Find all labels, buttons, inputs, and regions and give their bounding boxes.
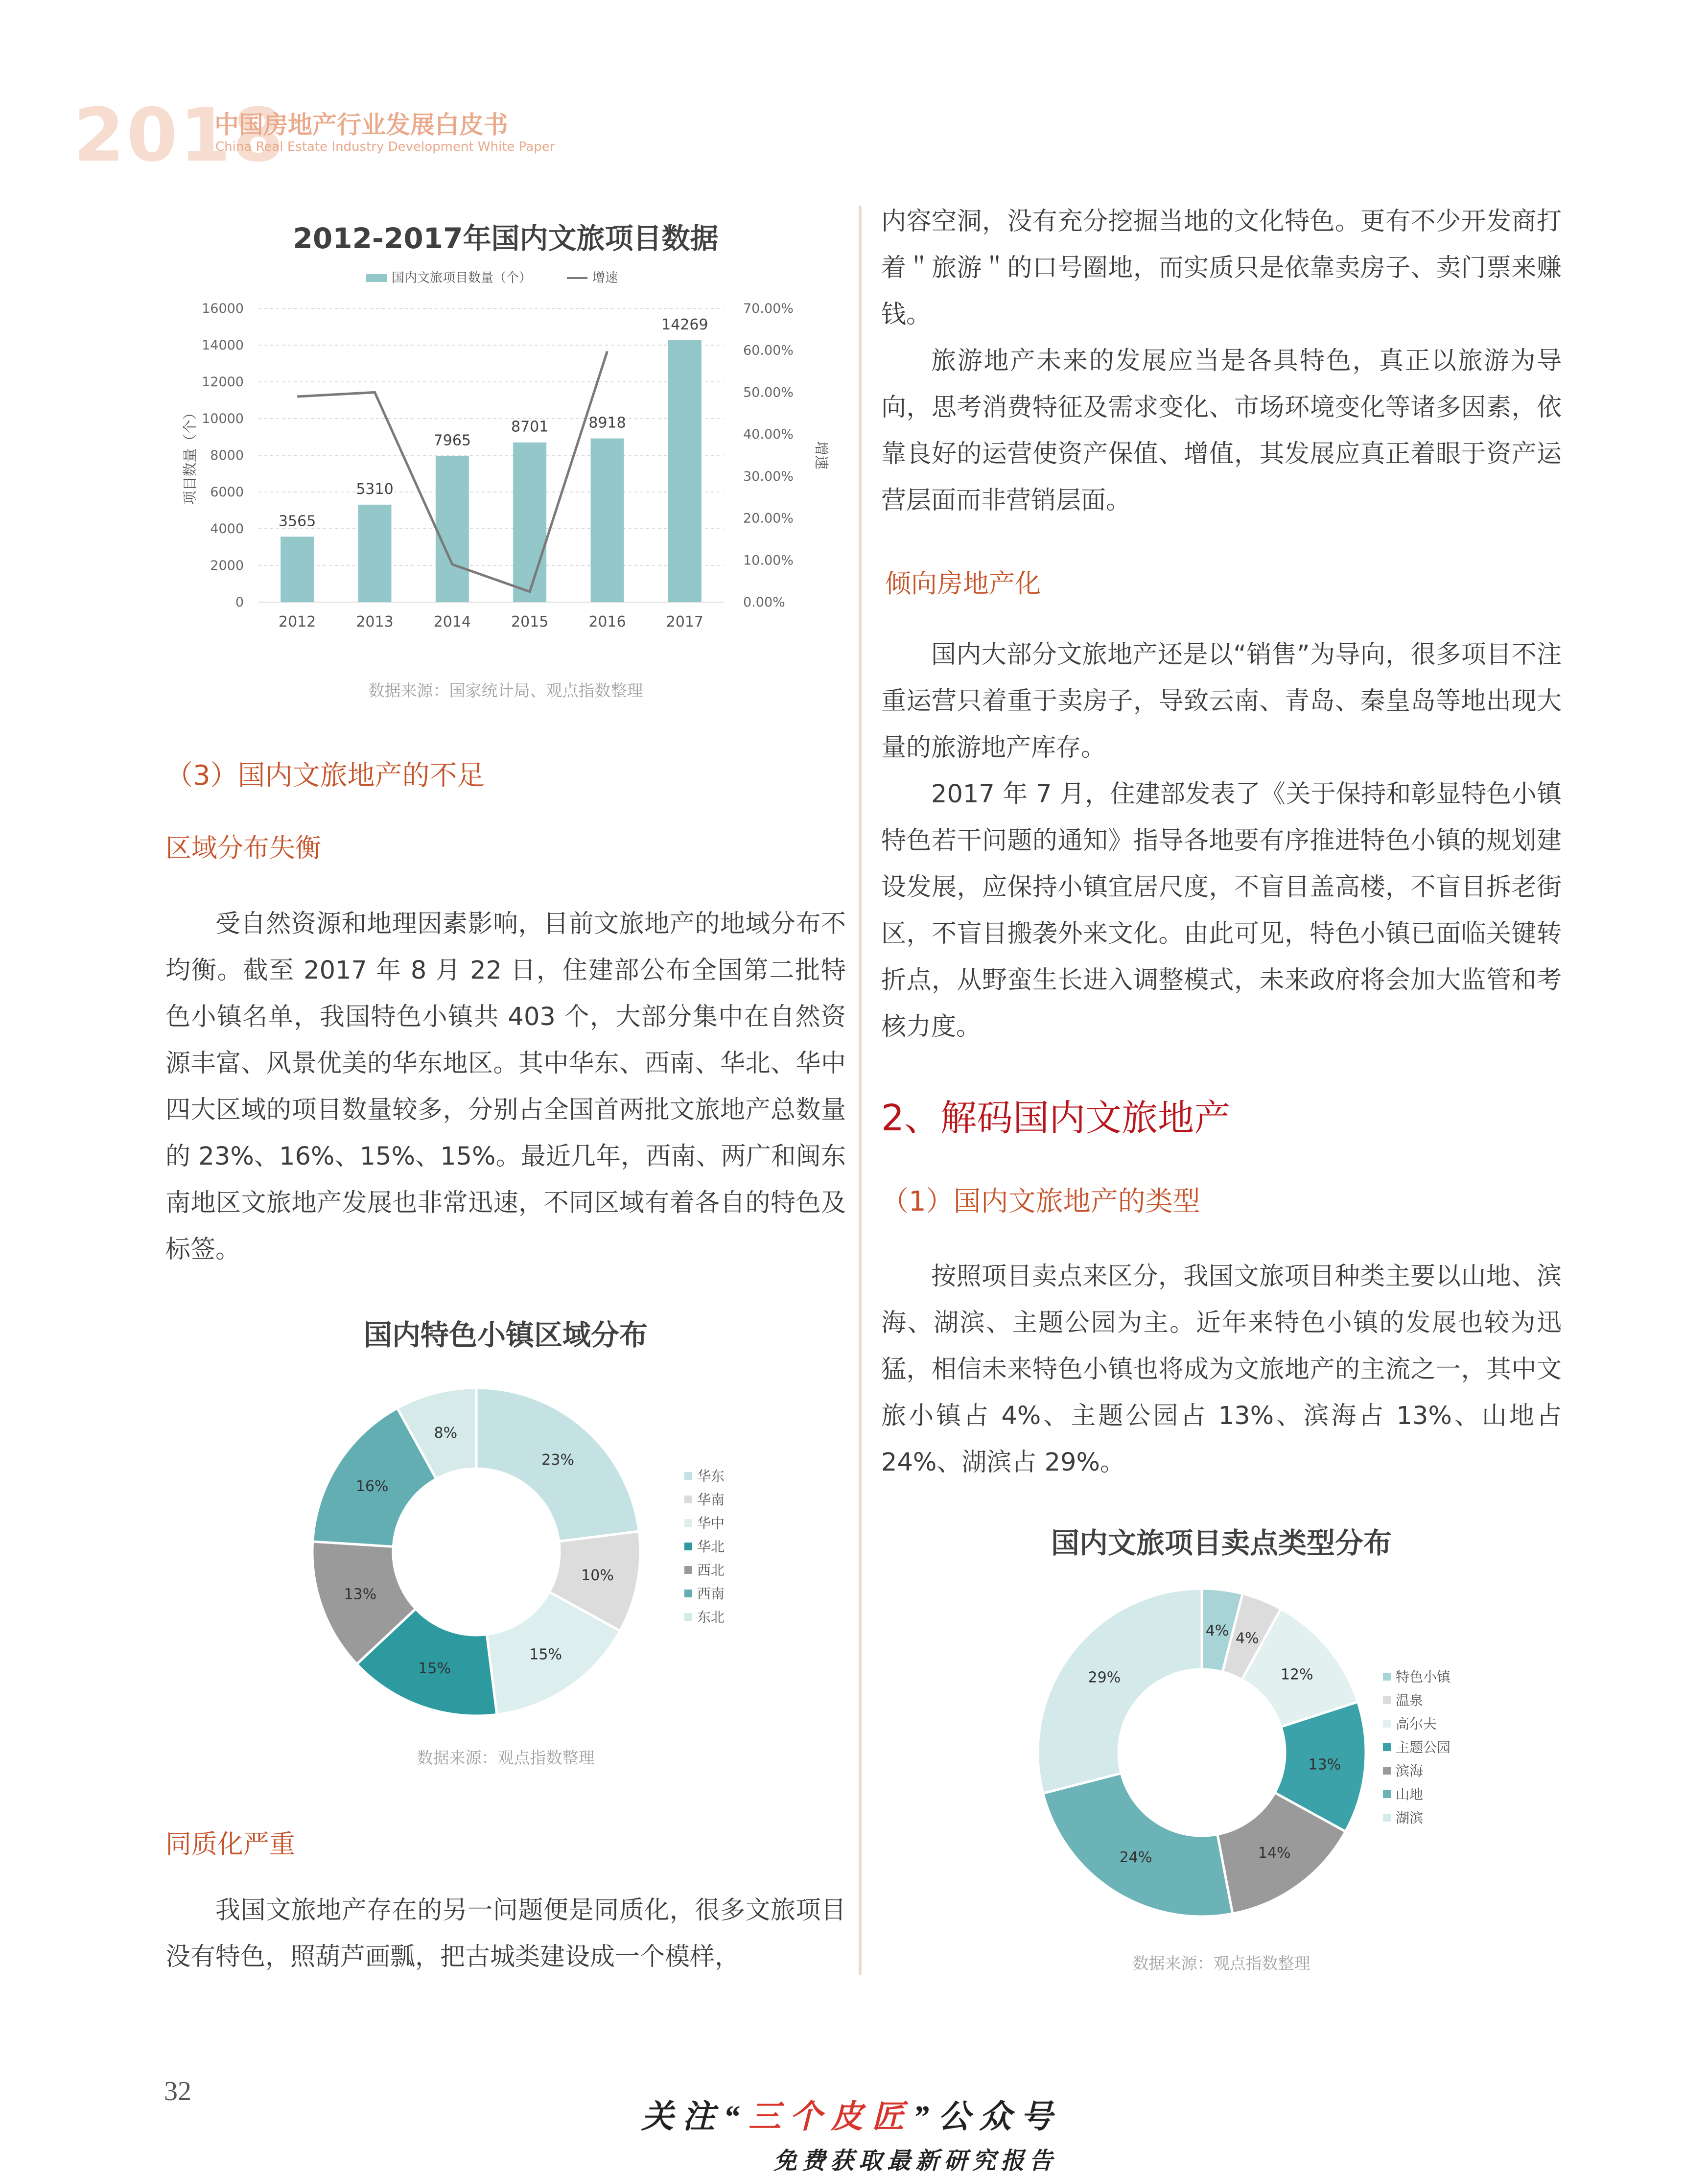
y-tick-label: 4000 [210, 521, 244, 537]
slice-value-label: 8% [434, 1424, 458, 1442]
bar-2012 [281, 537, 314, 602]
x-tick-label: 2012 [278, 613, 316, 631]
slice-value-label: 23% [541, 1451, 574, 1469]
slice-value-label: 4% [1205, 1622, 1229, 1639]
bar-value-label: 8918 [588, 414, 626, 432]
y2-tick-label: 10.00% [743, 553, 794, 568]
legend-swatch [1383, 1673, 1391, 1681]
donut2-title: 国内文旅项目卖点类型分布 [1051, 1526, 1392, 1560]
slice-value-label: 16% [355, 1477, 389, 1495]
donut2-source: 数据来源：观点指数整理 [1132, 1954, 1310, 1973]
header-year: 2018 [73, 93, 286, 178]
legend-swatch [1383, 1696, 1391, 1704]
slice-value-label: 4% [1235, 1630, 1259, 1647]
legend-label-line: 增速 [592, 271, 618, 285]
bar-2014 [436, 456, 469, 602]
bar-value-label: 7965 [433, 432, 471, 449]
legend-label: 山地 [1396, 1786, 1424, 1802]
legend-label: 华南 [697, 1492, 725, 1508]
y2-tick-label: 60.00% [743, 343, 794, 358]
y2-axis-title: 增速 [813, 441, 830, 470]
x-tick-label: 2013 [356, 613, 394, 631]
legend-swatch [1383, 1814, 1391, 1822]
legend-swatch [1383, 1743, 1391, 1751]
slice-value-label: 12% [1280, 1666, 1313, 1684]
donut1-title: 国内特色小镇区域分布 [363, 1318, 648, 1352]
page-number: 32 [164, 2076, 191, 2106]
donut-chart-types [881, 1567, 1562, 1948]
slice-value-label: 29% [1088, 1669, 1121, 1686]
legend-label: 特色小镇 [1396, 1669, 1451, 1685]
y-tick-label: 16000 [202, 301, 244, 316]
bar-2017 [668, 340, 702, 602]
legend-label: 主题公园 [1396, 1739, 1451, 1755]
paragraph-continued: 内容空洞，没有充分挖掘当地的文化特色。更有不少开发商打着＂旅游＂的口号圈地，而实质只是依靠卖房子、卖门票来赚钱。 [881, 207, 1562, 329]
header-title-cn: 中国房地产行业发展白皮书 [214, 111, 508, 139]
slice-value-label: 14% [1258, 1844, 1291, 1862]
x-tick-label: 2016 [588, 613, 626, 631]
y-axis-title: 项目数量（个） [182, 405, 198, 505]
y-tick-label: 8000 [210, 448, 244, 463]
legend-label: 温泉 [1396, 1692, 1424, 1708]
legend-label: 华北 [697, 1539, 725, 1555]
slice-value-label: 13% [344, 1586, 377, 1603]
paragraph-policy-2017: 2017 年 7 月，住建部发表了《关于保持和彰显特色小镇特色若干问题的通知》指导各地要有序推进特色小镇的规划建设发展，应保持小镇宜居尺度，不盲目盖高楼，不盲目拆老街区，不盲目搬袭外来文化。由此可见，特色小镇已面临关键转折点，从野蛮生长进入调整模式，未来政府将会加大监管和考核力度。 [881, 780, 1562, 1041]
legend-swatch [684, 1519, 692, 1527]
legend-label: 华东 [697, 1468, 725, 1484]
bar-line-chart [165, 259, 846, 651]
legend-label: 湖滨 [1396, 1810, 1424, 1826]
paragraph-types: 按照项目卖点来区分，我国文旅项目种类主要以山地、滨海、湖滨、主题公园为主。近年来特色小镇的发展也较为迅猛，相信未来特色小镇也将成为文旅地产的主流之一，其中文旅小镇占 4%、主题公园占 13%、滨海占 13%、山地占 24%、湖滨占 29%。 [881, 1262, 1562, 1477]
subheading-real-estate-tendency: 倾向房地产化 [885, 569, 1041, 599]
legend-swatch [684, 1590, 692, 1597]
legend-label: 东北 [697, 1609, 725, 1625]
bar-2013 [358, 505, 392, 602]
donut-chart-region [165, 1361, 846, 1743]
legend-label: 滨海 [1396, 1763, 1424, 1779]
y2-tick-label: 70.00% [743, 301, 794, 316]
slice-value-label: 13% [1308, 1756, 1341, 1774]
footer-report-line: 免费获取最新研究报告 [773, 2148, 1058, 2174]
legend-swatch [684, 1496, 692, 1503]
section-title-types: （1）国内文旅地产的类型 [881, 1186, 1200, 1217]
section-heading-decode: 2、解码国内文旅地产 [881, 1097, 1231, 1139]
subheading-regional-imbalance: 区域分布失衡 [165, 833, 321, 863]
slice-山地 [1043, 1773, 1233, 1917]
slice-value-label: 24% [1119, 1848, 1152, 1866]
slice-value-label: 10% [581, 1567, 614, 1585]
legend-swatch [684, 1566, 692, 1574]
bar-value-label: 8701 [511, 418, 549, 436]
x-tick-label: 2017 [666, 613, 704, 631]
footer-follow-line: 关注“三个皮匠”公众号 [641, 2099, 1061, 2135]
donut1-source: 数据来源：观点指数整理 [417, 1748, 595, 1767]
legend-label: 高尔夫 [1396, 1716, 1437, 1732]
slice-湖滨 [1038, 1589, 1202, 1793]
bar-chart-title: 2012-2017年国内文旅项目数据 [293, 222, 719, 255]
bar-2016 [591, 439, 624, 602]
paragraph-homogenization: 我国文旅地产存在的另一问题便是同质化，很多文旅项目没有特色，照葫芦画瓢，把古城类建设成一个模样， [165, 1896, 846, 1971]
x-tick-label: 2015 [511, 613, 549, 631]
y-tick-label: 14000 [202, 338, 244, 353]
bar-chart-source: 数据来源：国家统计局、观点指数整理 [368, 681, 643, 700]
legend-swatch [684, 1543, 692, 1550]
legend-swatch [684, 1472, 692, 1480]
y-tick-label: 6000 [210, 485, 244, 500]
bar-value-label: 5310 [356, 480, 394, 498]
paragraph-regional-imbalance: 受自然资源和地理因素影响，目前文旅地产的地域分布不均衡。截至 2017 年 8 月 22 日，住建部公布全国第二批特色小镇名单，我国特色小镇共 403 个，大部分集中在自然资源丰富、风景优美的华东地区。其中华东、西南、华北、华中四大区域的项目数量较多，分别占全国首两批文旅地产总数量的 23%、16%、15%、15%。最近几年，西南、两广和闽东南地区文旅地产发展也非常迅速，不同区域有着各自的特色及标签。 [165, 910, 846, 1264]
legend-swatch-bar [366, 274, 387, 282]
subheading-homogenization: 同质化严重 [165, 1829, 295, 1859]
legend-swatch [1383, 1720, 1391, 1728]
slice-value-label: 15% [418, 1660, 451, 1678]
paragraph-sales-oriented: 国内大部分文旅地产还是以“销售”为导向，很多项目不注重运营只着重于卖房子，导致云南、青岛、秦皇岛等地出现大量的旅游地产库存。 [881, 640, 1562, 762]
legend-swatch [1383, 1767, 1391, 1775]
legend-label: 西北 [697, 1562, 725, 1578]
slice-value-label: 15% [529, 1646, 562, 1663]
y2-tick-label: 30.00% [743, 468, 794, 484]
legend-label-bar: 国内文旅项目数量（个） [392, 271, 532, 285]
header-title-en: China Real Estate Industry Development White Paper [215, 140, 555, 154]
y2-tick-label: 20.00% [743, 511, 794, 526]
y-tick-label: 12000 [202, 374, 244, 390]
legend-label: 华中 [697, 1515, 725, 1531]
section-title-shortcomings: （3）国内文旅地产的不足 [165, 760, 485, 792]
bar-2015 [513, 443, 546, 602]
y2-tick-label: 0.00% [743, 595, 785, 610]
y-tick-label: 10000 [202, 411, 244, 426]
x-tick-label: 2014 [433, 613, 471, 631]
legend-swatch [684, 1613, 692, 1621]
y-tick-label: 2000 [210, 558, 244, 573]
y2-tick-label: 40.00% [743, 427, 794, 443]
bar-value-label: 14269 [661, 316, 708, 333]
bar-value-label: 3565 [278, 513, 316, 530]
column-divider [859, 206, 862, 1975]
y-tick-label: 0 [235, 595, 244, 610]
legend-swatch [1383, 1790, 1391, 1798]
y2-tick-label: 50.00% [743, 385, 794, 400]
legend-label: 西南 [697, 1586, 725, 1602]
paragraph-future-development: 旅游地产未来的发展应当是各具特色，真正以旅游为导向，思考消费特征及需求变化、市场环境变化等诸多因素，依靠良好的运营使资产保值、增值，其发展应真正着眼于资产运营层面而非营销层面。 [881, 347, 1562, 515]
